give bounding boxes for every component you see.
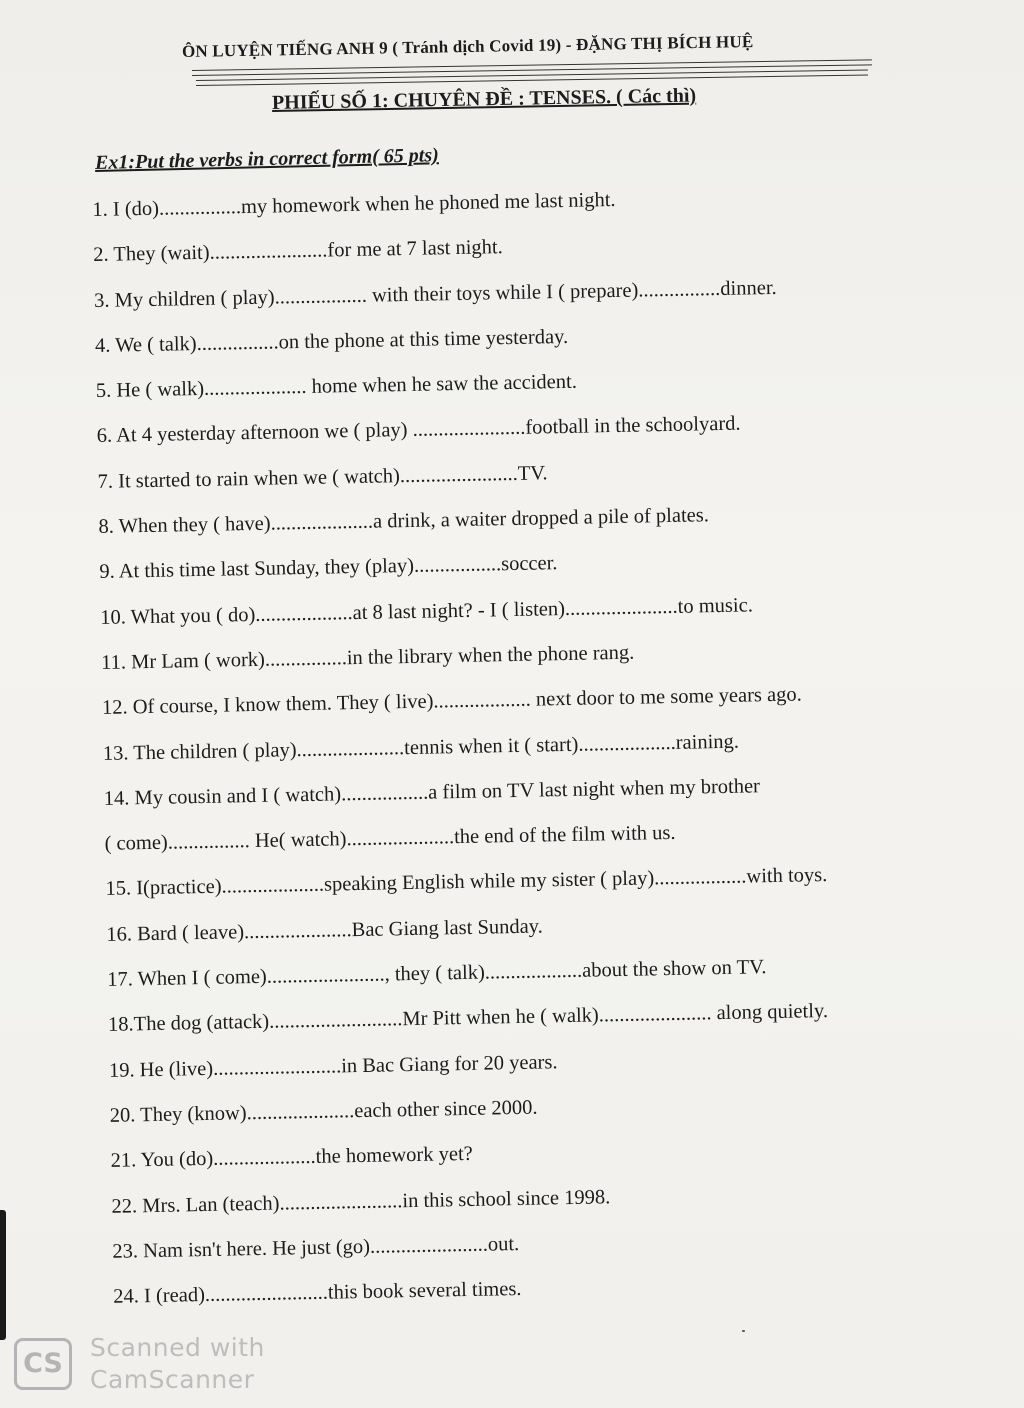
sheet-title: PHIẾU SỐ 1: CHUYÊN ĐỀ : TENSES. ( Các thì) bbox=[271, 84, 697, 114]
exercise-line-21: 21. You (do)....................the homework yet? bbox=[110, 1143, 473, 1173]
exercise-line-19: 19. He (live).........................in Bac Giang for 20 years. bbox=[108, 1050, 558, 1082]
exercise-list bbox=[92, 170, 1024, 1320]
exercise-line-10: 10. What you ( do)...................at 8 last night? - I ( listen)......................to music. bbox=[100, 594, 754, 629]
watermark-text bbox=[90, 1332, 265, 1396]
exercise-heading: Ex1:Put the verbs in correct form( 65 pts) bbox=[94, 144, 440, 174]
exercise-line-11: 11. Mr Lam ( work)................in the library when the phone rang. bbox=[100, 641, 635, 674]
exercise-line-20: 20. They (know).....................each other since 2000. bbox=[109, 1096, 538, 1127]
exercise-line-3: 3. My children ( play).................. with their toys while I ( prepare)................dinner. bbox=[93, 276, 777, 312]
exercise-line-2: 2. They (wait).......................for me at 7 last night. bbox=[93, 236, 503, 267]
exercise-line-9: 9. At this time last Sunday, they (play).................soccer. bbox=[99, 552, 558, 584]
exercise-line-13: 13. The children ( play).....................tennis when it ( start)...................raining. bbox=[102, 730, 740, 765]
exercise-line-17: 17. When I ( come)......................., they ( talk)...................about the show on TV. bbox=[106, 956, 767, 991]
exercise-line-4: 4. We ( talk)................on the phone at this time yesterday. bbox=[94, 325, 569, 357]
exercise-line-7: 7. It started to rain when we ( watch).......................TV. bbox=[97, 462, 548, 493]
scan-speck bbox=[742, 1330, 745, 1332]
exercise-line-8: 8. When they ( have)....................a drink, a waiter dropped a pile of plates. bbox=[98, 504, 710, 539]
exercise-line-6: 6. At 4 yesterday afternoon we ( play) ......................football in the schoolyard. bbox=[96, 413, 741, 448]
exercise-line-18: 18.The dog (attack)..........................Mr Pitt when he ( walk)...................... along quietly. bbox=[107, 1000, 829, 1037]
exercise-line-22: 22. Mrs. Lan (teach)........................in this school since 1998. bbox=[111, 1185, 611, 1218]
exercise-line-14-continued: ( come)................ He( watch).....................the end of the film with us. bbox=[104, 822, 676, 856]
camscanner-watermark bbox=[10, 1332, 310, 1402]
camscanner-logo-icon: CS bbox=[14, 1338, 72, 1390]
exercise-line-16: 16. Bard ( leave).....................Bac Giang last Sunday. bbox=[106, 915, 543, 946]
exercise-line-15: 15. I(practice)....................speaking English while my sister ( play)..................with toys. bbox=[105, 864, 828, 901]
watermark-line-2: CamScanner bbox=[90, 1365, 255, 1394]
header-title: ÔN LUYỆN TIẾNG ANH 9 ( Tránh dịch Covid 19) - ĐẶNG THỊ BÍCH HUỆ bbox=[181, 32, 754, 61]
exercise-line-12: 12. Of course, I know them. They ( live)................... next door to me some years ago. bbox=[101, 683, 802, 720]
exercise-line-5: 5. He ( walk).................... home when he saw the accident. bbox=[95, 370, 578, 403]
watermark-line-1: Scanned with bbox=[90, 1333, 265, 1362]
exercise-line-1: 1. I (do)................my homework when he phoned me last night. bbox=[92, 188, 616, 221]
exercise-line-14: 14. My cousin and I ( watch).................a film on TV last night when my brother bbox=[103, 775, 761, 810]
page-edge-shadow bbox=[0, 1210, 6, 1340]
exercise-line-24: 24. I (read)........................this book several times. bbox=[113, 1278, 522, 1308]
exercise-line-23: 23. Nam isn't here. He just (go).......................out. bbox=[112, 1232, 520, 1263]
